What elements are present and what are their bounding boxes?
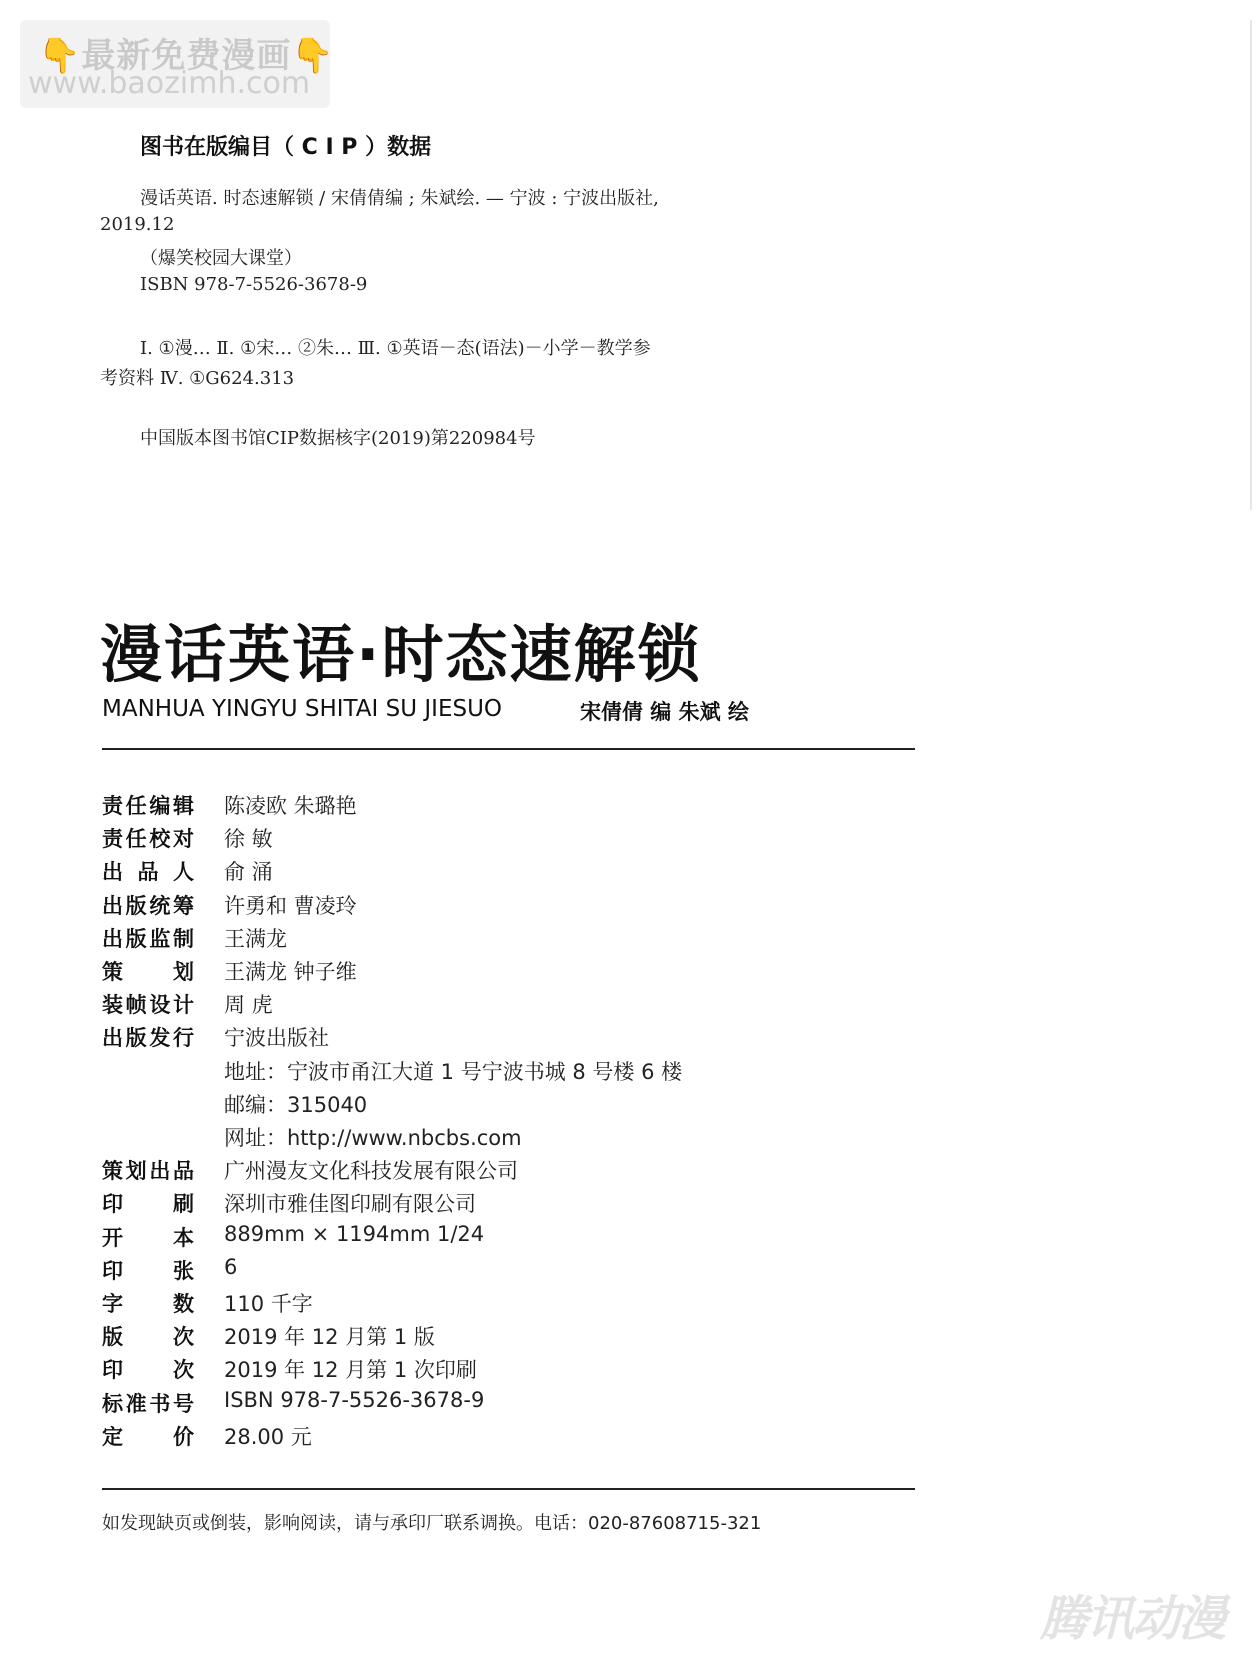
info-label: [102, 1022, 194, 1052]
info-label-char: 品: [137, 860, 159, 884]
info-value: 网址：http://www.nbcbs.com: [224, 1126, 522, 1150]
info-label-char: 行: [172, 1026, 194, 1050]
info-label-char: 字: [102, 1292, 123, 1316]
info-label-char: 划: [173, 960, 194, 984]
info-value: 110 千字: [224, 1292, 313, 1316]
info-label-char: 编: [149, 794, 171, 818]
info-value: 地址：宁波市甬江大道 1 号宁波书城 8 号楼 6 楼: [224, 1060, 683, 1084]
info-value: 周 虎: [224, 993, 273, 1017]
info-value: 王满龙 钟子维: [224, 960, 357, 984]
info-label-char: 装: [102, 993, 123, 1017]
info-label: [102, 1188, 194, 1218]
info-label-char: 任: [125, 794, 147, 818]
info-label: [102, 956, 194, 986]
info-label-char: 版: [125, 927, 147, 951]
info-value: ISBN 978-7-5526-3678-9: [224, 1388, 485, 1412]
info-label-char: 开: [102, 1226, 123, 1250]
info-value: 宁波出版社: [224, 1026, 329, 1050]
info-value: 28.00 元: [224, 1425, 312, 1449]
watermark-url: www.baozimh.com: [28, 66, 311, 101]
info-label: [102, 1388, 194, 1418]
info-label-char: 筹: [172, 894, 194, 918]
divider-bottom: [102, 1488, 915, 1490]
info-value: 889mm × 1194mm 1/24: [224, 1222, 485, 1246]
info-label-char: 张: [173, 1259, 194, 1283]
info-label: [102, 890, 194, 920]
info-label-char: 制: [172, 927, 194, 951]
info-label-char: 出: [102, 1026, 123, 1050]
info-label-char: 出: [102, 860, 123, 884]
info-label-char: 人: [173, 860, 194, 884]
info-label-char: 印: [102, 1192, 123, 1216]
cip-record-number: 中国版本图书馆CIP数据核字(2019)第220984号: [140, 428, 536, 449]
info-label-char: 次: [173, 1358, 194, 1382]
cip-line: （爆笑校园大课堂）: [140, 248, 302, 269]
info-label: [102, 1155, 194, 1185]
info-label-char: 数: [173, 1292, 194, 1316]
corner-logo: 腾讯动漫: [1040, 1591, 1225, 1647]
info-label: [102, 1321, 194, 1351]
info-label-char: 计: [172, 993, 194, 1017]
info-value: 徐 敏: [224, 827, 273, 851]
info-label-char: 任: [125, 827, 147, 851]
pointing-down-icon: 👇: [291, 36, 335, 76]
info-label-char: 出: [102, 894, 123, 918]
info-label-char: 刷: [173, 1192, 194, 1216]
info-label-char: 准: [125, 1392, 147, 1416]
info-label-char: 策: [102, 1159, 123, 1183]
info-value: 陈凌欧 朱璐艳: [224, 794, 357, 818]
cip-heading: 图书在版编目（ C I P ）数据: [140, 135, 432, 160]
info-label: [102, 923, 194, 953]
info-label-char: 出: [102, 927, 123, 951]
info-value: 2019 年 12 月第 1 次印刷: [224, 1358, 477, 1382]
cip-line: 漫话英语. 时态速解锁 / 宋倩倩编 ; 朱斌绘. — 宁波 : 宁波出版社,: [140, 188, 659, 209]
info-label-char: 价: [173, 1425, 194, 1449]
divider-top: [102, 748, 915, 750]
cip-line: Ⅰ. ①漫… Ⅱ. ①宋… ②朱… Ⅲ. ①英语－态(语法)－小学－教学参: [140, 338, 651, 359]
info-label-char: 版: [125, 1026, 147, 1050]
info-label-char: 版: [102, 1325, 123, 1349]
info-value: 广州漫友文化科技发展有限公司: [224, 1159, 518, 1183]
info-label-char: 责: [102, 827, 123, 851]
pointing-down-icon: 👇: [38, 36, 82, 76]
info-label: [102, 790, 194, 820]
info-label: [102, 1222, 194, 1252]
info-value: 王满龙: [224, 927, 287, 951]
book-title: 漫话英语·时态速解锁: [100, 618, 702, 691]
info-label-char: 策: [102, 960, 123, 984]
info-label: [102, 1354, 194, 1384]
info-label-char: 标: [102, 1392, 123, 1416]
info-value: 6: [224, 1255, 238, 1279]
info-label-char: 品: [172, 1159, 194, 1183]
info-label: [102, 856, 194, 886]
info-label-char: 印: [102, 1358, 123, 1382]
info-label: [102, 1255, 194, 1285]
info-label-char: 设: [149, 993, 171, 1017]
info-label-char: 版: [125, 894, 147, 918]
info-label-char: 本: [173, 1226, 194, 1250]
info-label-char: 监: [149, 927, 171, 951]
info-label: [102, 989, 194, 1019]
info-label-char: 责: [102, 794, 123, 818]
info-label-char: 号: [172, 1392, 194, 1416]
info-label-char: 校: [149, 827, 171, 851]
info-value: 2019 年 12 月第 1 版: [224, 1325, 435, 1349]
cip-line: 2019.12: [100, 214, 175, 235]
info-label-char: 统: [149, 894, 171, 918]
info-label-char: 帧: [125, 993, 147, 1017]
info-label-char: 划: [125, 1159, 147, 1183]
footer-notice: 如发现缺页或倒装，影响阅读，请与承印厂联系调换。电话：020-87608715-321: [102, 1513, 762, 1534]
info-value: 许勇和 曹凌玲: [224, 894, 357, 918]
edge-line: [1250, 20, 1252, 510]
info-value: 深圳市雅佳图印刷有限公司: [224, 1192, 476, 1216]
info-label-char: 次: [173, 1325, 194, 1349]
info-label-char: 出: [149, 1159, 171, 1183]
info-value: 俞 涌: [224, 860, 273, 884]
info-label: [102, 823, 194, 853]
cip-isbn: ISBN 978-7-5526-3678-9: [140, 274, 368, 295]
book-title-pinyin: MANHUA YINGYU SHITAI SU JIESUO: [102, 696, 503, 722]
book-authors: 宋倩倩 编 朱斌 绘: [580, 700, 749, 724]
info-label-char: 印: [102, 1259, 123, 1283]
watermark-text: 最新免费漫画: [81, 36, 292, 76]
info-label-char: 发: [149, 1026, 171, 1050]
info-label: [102, 1421, 194, 1451]
info-label-char: 对: [172, 827, 194, 851]
cip-line: 考资料 Ⅳ. ①G624.313: [100, 368, 295, 389]
info-value: 邮编：315040: [224, 1093, 368, 1117]
info-label: [102, 1288, 194, 1318]
info-label-char: 书: [149, 1392, 171, 1416]
info-label-char: 辑: [172, 794, 194, 818]
info-label-char: 定: [102, 1425, 123, 1449]
